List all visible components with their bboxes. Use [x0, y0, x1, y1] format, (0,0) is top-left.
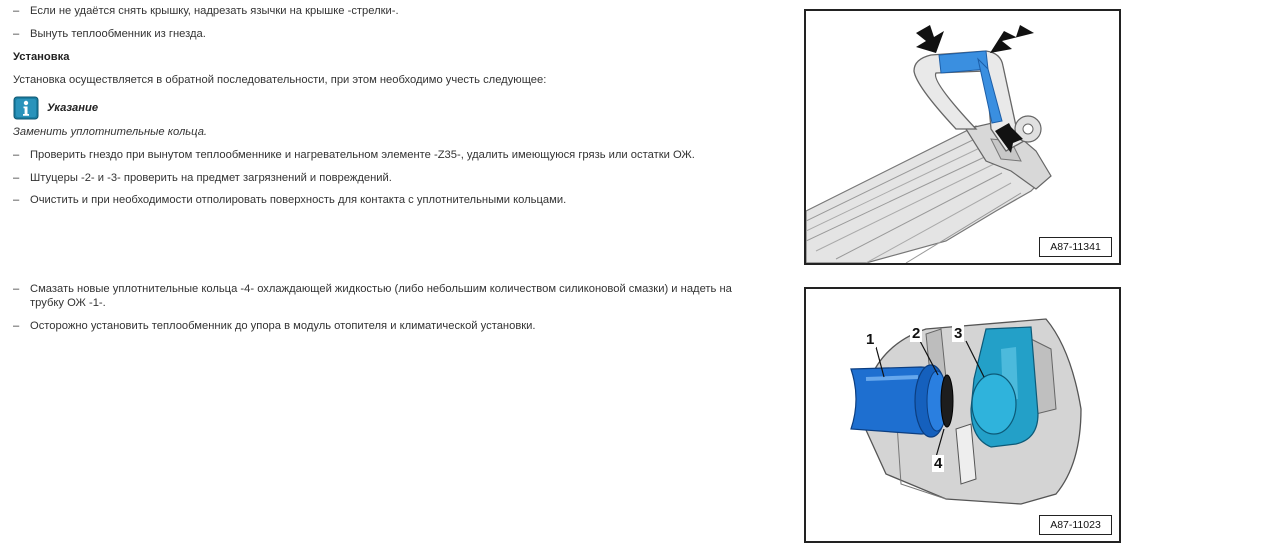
figure-cover-tabs: [804, 9, 1121, 265]
figure-code: A87-11341: [1039, 237, 1112, 257]
info-icon: [13, 96, 39, 120]
step-clean-surface-text: Очистить и при необходимости отполировать поверхность для контакта с уплотнительными кольцами.: [30, 194, 567, 206]
heat-exchanger-illustration: [806, 11, 1119, 263]
step-cover-text: Если не удаётся снять крышку, надрезать язычки на крышке -стрелки-.: [30, 5, 399, 17]
step-install-exchanger-text: Осторожно установить теплообменник до упора в модуль отопителя и климатической установки.: [30, 320, 536, 332]
callout-3: 3: [954, 325, 963, 342]
dash-marker: –: [13, 320, 20, 332]
step-remove-text: Вынуть теплообменник из гнезда.: [30, 28, 206, 40]
note-text: Заменить уплотнительные кольца.: [13, 126, 208, 138]
dash-marker: –: [13, 194, 20, 206]
figure-fittings: [804, 287, 1121, 543]
section-intro: Установка осуществляется в обратной последовательности, при этом необходимо учесть следующее:: [13, 74, 547, 86]
dash-marker: –: [13, 28, 20, 40]
callout-2: 2: [912, 325, 921, 342]
step-check-fittings-text: Штуцеры -2- и -3- проверить на предмет загрязнений и повреждений.: [30, 172, 392, 184]
dash-marker: –: [13, 172, 20, 184]
callout-1: 1: [866, 331, 875, 348]
note-title: Указание: [47, 102, 99, 114]
step-check-socket-text: Проверить гнездо при вынутом теплообменнике и нагревательном элементе -Z35-, удалить имеющуюся грязь или остатки ОЖ.: [30, 149, 695, 161]
step-lubricate-rings-text: Смазать новые уплотнительные кольца -4- охлаждающей жидкостью (либо небольшим количеством силиконовой смазки) и надеть на трубку ОЖ -1-.: [30, 283, 732, 309]
callout-4: 4: [934, 455, 943, 472]
section-title: Установка: [13, 51, 70, 63]
dash-marker: –: [13, 149, 20, 161]
arrow-1: [916, 25, 944, 53]
arrow-2: [990, 25, 1034, 53]
dash-marker: –: [13, 5, 20, 17]
figure-code: A87-11023: [1039, 515, 1112, 535]
dash-marker: –: [13, 283, 20, 295]
